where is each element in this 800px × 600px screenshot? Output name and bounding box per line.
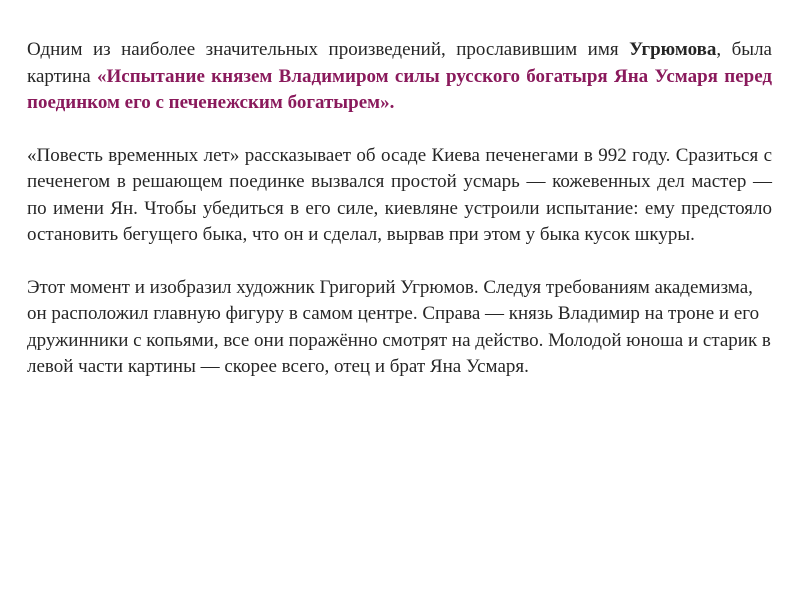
painting-title: «Испытание князем Владимиром силы русского богатыря Яна Усмаря перед поединком его с печенежским богатырем». — [27, 65, 772, 113]
slide-content — [27, 37, 772, 381]
paragraph-description: Этот момент и изобразил художник Григорий Угрюмов. Следуя требованиям академизма, он расположил главную фигуру в самом центре. Справа — князь Владимир на троне и его дружинники с копьями, все они поражённо смотрят на действо. Молодой юноша и старик в левой части картины — скорее всего, отец и брат Яна Усмаря. — [27, 276, 771, 377]
intro-lead-text: Одним из наиболее значительных произведений, прославившим имя — [27, 39, 630, 60]
paragraph-chronicle: «Повесть временных лет» рассказывает об осаде Киева печенегами в 992 году. Сразиться с печенегом в решающем поединке вызвался простой усмарь — кожевенных дел мастер — по имени Ян. Чтобы убедиться в его силе, киевляне устроили испытание: ему предстояло остановить бегущего быка, что он и сделал, вырвав при этом у быка кусок шкуры. — [27, 144, 772, 245]
intro-middle-text: , была картина — [27, 39, 772, 87]
paragraph-intro — [27, 37, 772, 117]
artist-name: Угрюмова — [629, 39, 717, 60]
